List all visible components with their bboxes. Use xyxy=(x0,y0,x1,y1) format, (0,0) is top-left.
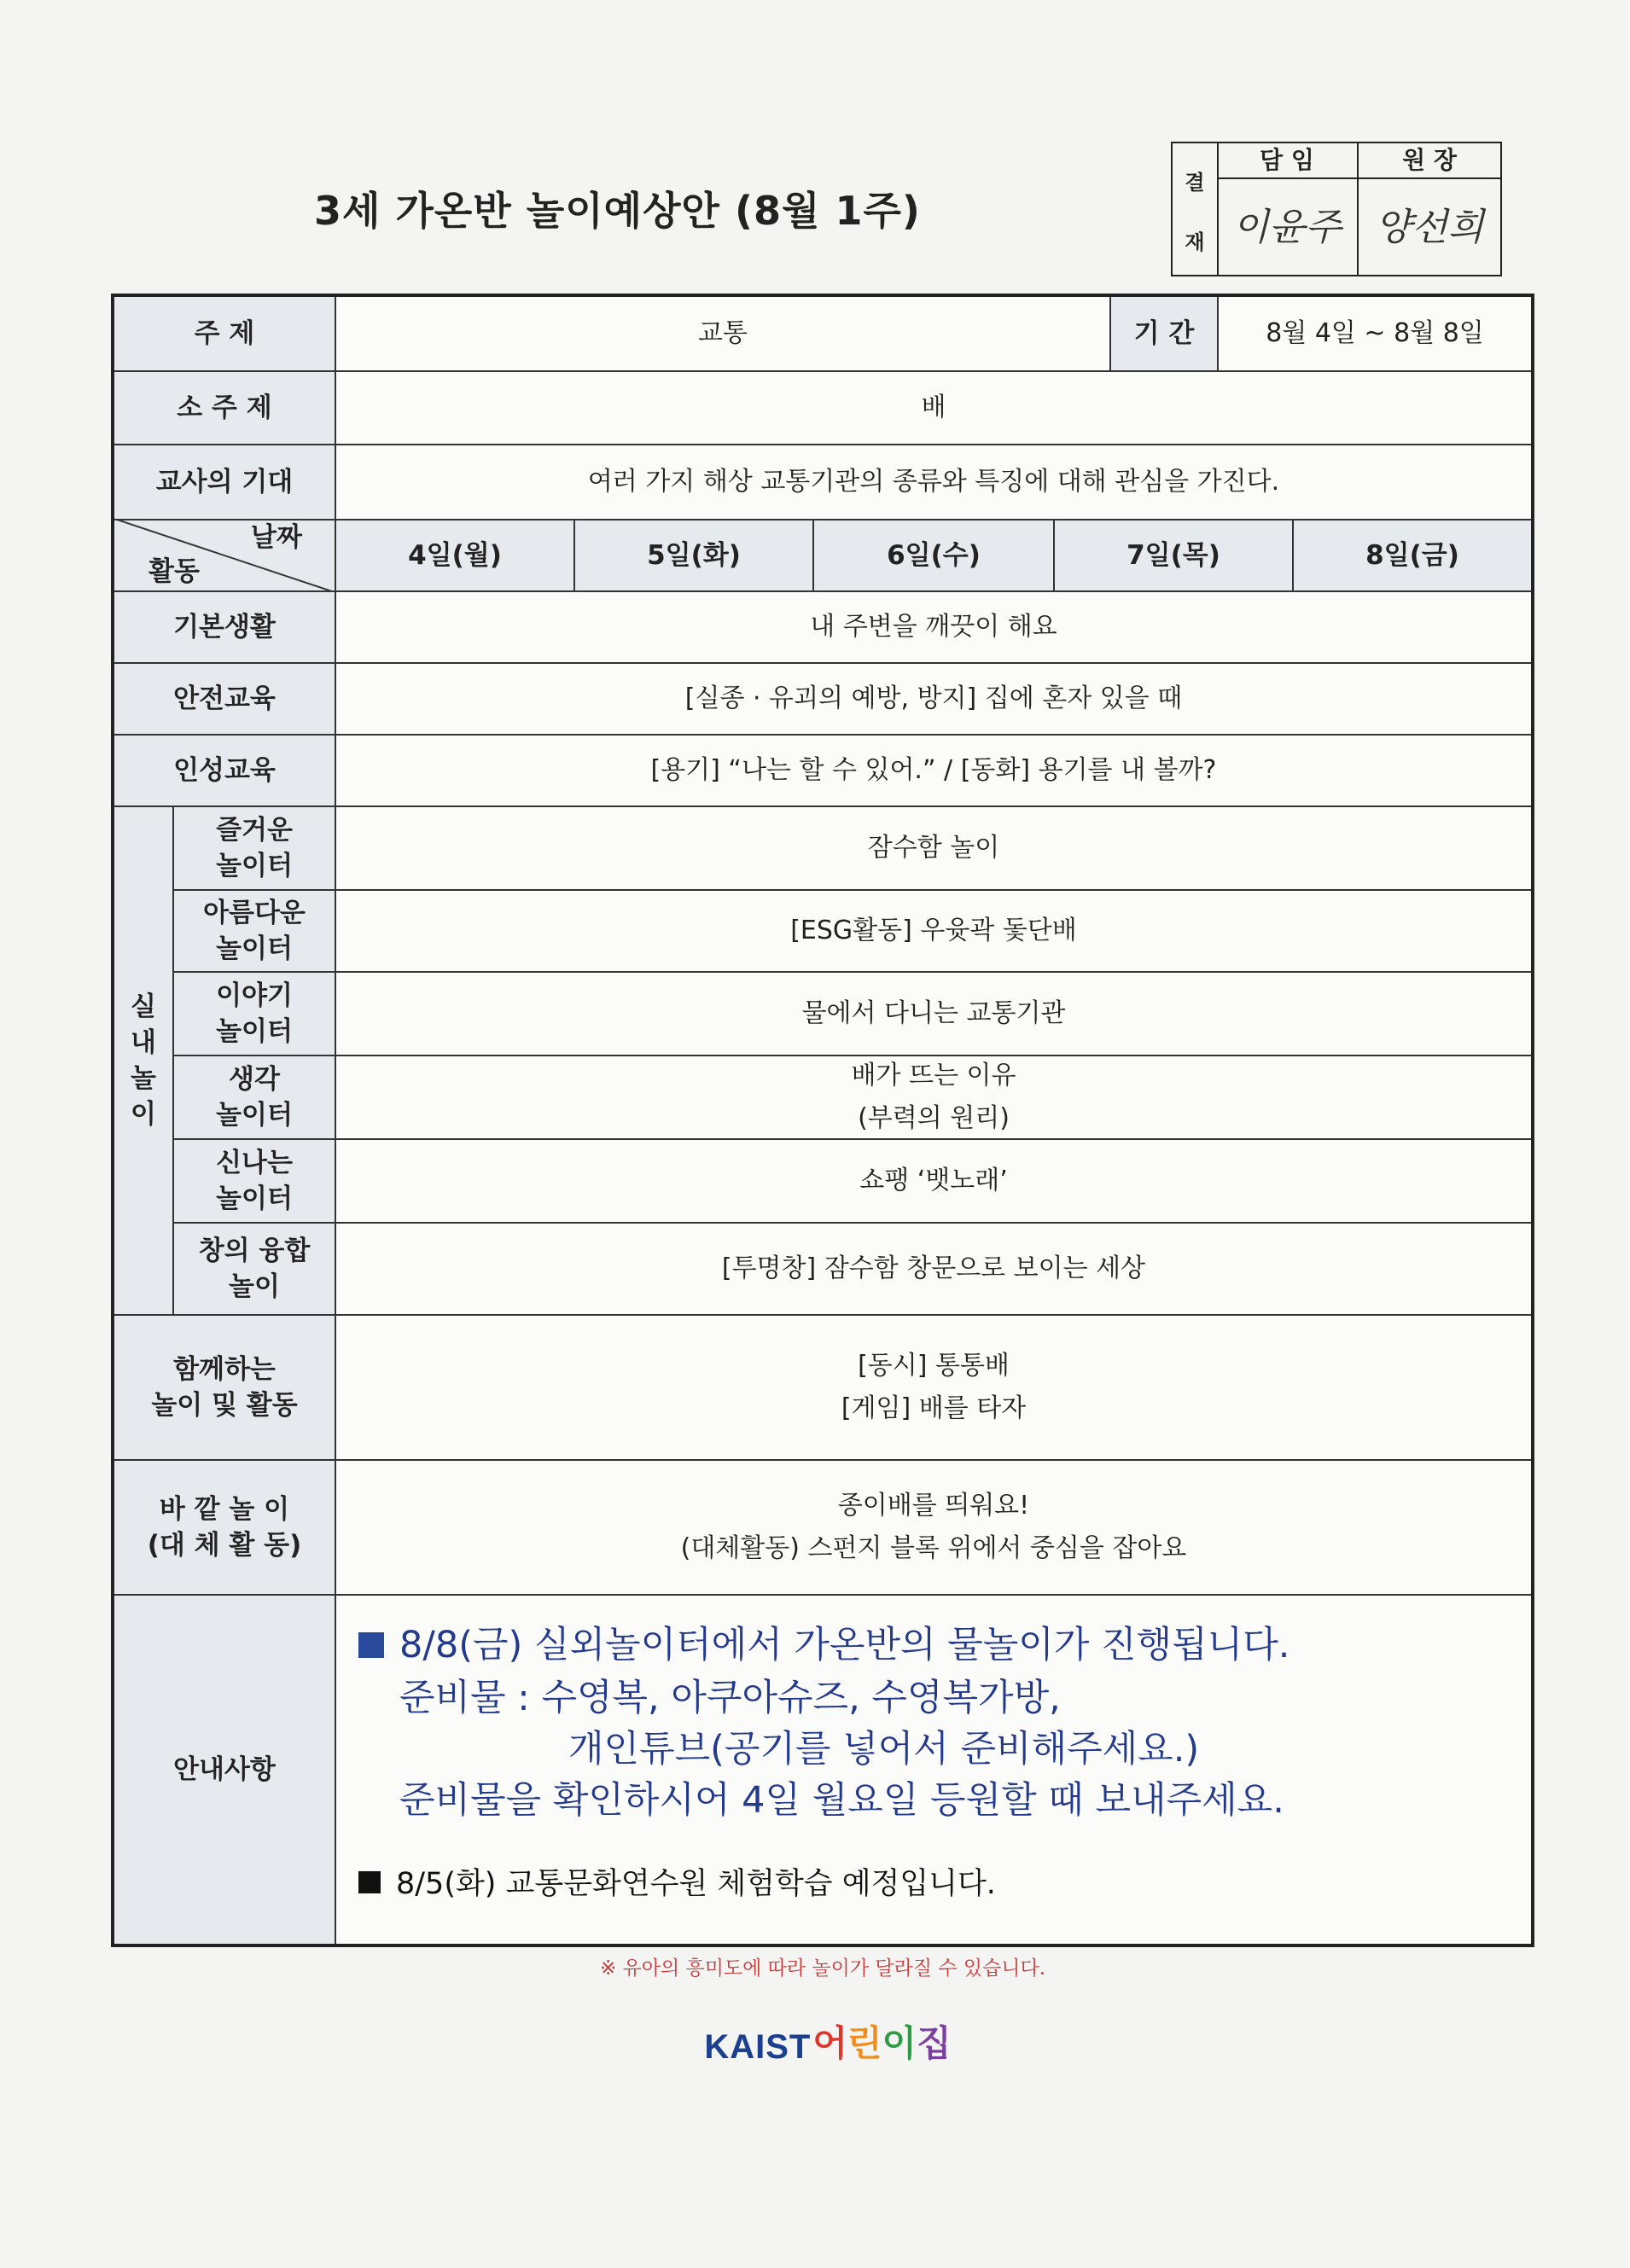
header-activity-label: 활동 xyxy=(148,556,200,587)
logo-letter: 집 xyxy=(917,2022,952,2064)
indoor-item-label: 즐거운 놀이터 xyxy=(216,815,293,881)
day-thu: 7일(목) xyxy=(1126,540,1220,571)
approval-side xyxy=(1173,143,1219,275)
outdoor-label: 바 깥 놀 이 (대 체 활 동) xyxy=(147,1494,302,1561)
blue-square-bullet-icon xyxy=(358,1632,384,1658)
subtopic-value: 배 xyxy=(921,393,946,422)
indoor-item-label: 아름다운 놀이터 xyxy=(203,898,306,964)
indoor-item-content: [투명창] 잠수함 창문으로 보이는 세상 xyxy=(721,1253,1146,1283)
notice-line-1: 8/8(금) 실외놀이터에서 가온반의 물놀이가 진행됩니다. xyxy=(358,1620,1289,1671)
basic-life-label: 기본생활 xyxy=(173,612,276,643)
safety-label: 안전교육 xyxy=(173,683,276,714)
black-square-bullet-icon xyxy=(358,1871,381,1893)
approval-box xyxy=(1171,142,1502,276)
indoor-item-label: 창의 융합 놀이 xyxy=(198,1236,311,1302)
kaist-daycare-logo xyxy=(700,1990,956,2067)
logo-letter: 어 xyxy=(812,2022,847,2064)
footnote: ※ 유아의 흥미도에 따라 놀이가 달라질 수 있습니다. xyxy=(599,1957,1046,1980)
basic-life-value: 내 주변을 깨끗이 해요 xyxy=(810,612,1057,642)
notice-line-5: 8/5(화) 교통문화연수원 체험학습 예정입니다. xyxy=(358,1860,996,1903)
page-title: 3세 가온반 놀이예상안 (8월 1주) xyxy=(314,188,921,234)
period-value: 8월 4일 ~ 8월 8일 xyxy=(1266,318,1484,348)
outdoor-content: 종이배를 띄워요! (대체활동) 스펀지 블록 위에서 중심을 잡아요 xyxy=(680,1491,1187,1563)
day-mon: 4일(월) xyxy=(408,540,502,571)
safety-value: [실종 · 유괴의 예방, 방지] 집에 혼자 있을 때 xyxy=(684,683,1183,713)
subject-label: 주 제 xyxy=(194,318,255,349)
indoor-item-content: 물에서 다니는 교통기관 xyxy=(801,998,1066,1028)
indoor-item-label: 신나는 놀이터 xyxy=(216,1148,293,1214)
indoor-item-content: 잠수함 놀이 xyxy=(867,833,1000,863)
together-content: [동시] 통통배 [게임] 배를 타자 xyxy=(841,1351,1027,1423)
approval-side-bottom: 재 xyxy=(1185,230,1205,254)
header-date-label: 날짜 xyxy=(251,522,302,553)
approval-side-top: 결 xyxy=(1185,171,1205,195)
period-label: 기 간 xyxy=(1133,318,1195,349)
expectation-label: 교사의 기대 xyxy=(155,467,294,497)
indoor-item-content: 쇼팽 ‘뱃노래’ xyxy=(859,1166,1008,1195)
indoor-item-content: [ESG활동] 우윳곽 돛단배 xyxy=(790,916,1077,945)
expectation-value: 여러 가지 해상 교통기관의 종류와 특징에 대해 관심을 가진다. xyxy=(587,467,1280,497)
character-value: [용기] “나는 할 수 있어.” / [동화] 용기를 내 볼까? xyxy=(650,755,1217,785)
director-signature: 양선희 xyxy=(1375,206,1484,249)
together-label: 함께하는 놀이 및 활동 xyxy=(151,1354,298,1421)
logo-kaist-text: KAIST xyxy=(704,2028,812,2066)
indoor-play-label: 실 내 놀 이 xyxy=(131,992,156,1130)
notice-content xyxy=(336,1602,1531,1944)
approval-teacher-header: 담 임 xyxy=(1217,143,1357,179)
notice-label: 안내사항 xyxy=(173,1754,276,1785)
logo-letter: 린 xyxy=(847,2022,882,2064)
indoor-item-label: 이야기 놀이터 xyxy=(216,980,293,1047)
notice-line-4: 준비물을 확인하시어 4일 월요일 등원할 때 보내주세요. xyxy=(399,1779,1284,1822)
logo-letter: 이 xyxy=(882,2022,917,2064)
character-label: 인성교육 xyxy=(173,755,276,786)
day-wed: 6일(수) xyxy=(887,540,981,571)
approval-director-header: 원 장 xyxy=(1359,143,1500,179)
logo-daycare-text xyxy=(812,2015,951,2067)
subject-value: 교통 xyxy=(698,318,748,348)
notice-line-2: 준비물 : 수영복, 아쿠아슈즈, 수영복가방, xyxy=(399,1677,1061,1719)
teacher-signature: 이윤주 xyxy=(1232,206,1342,249)
notice-line-3: 개인튜브(공기를 넣어서 준비해주세요.) xyxy=(568,1728,1200,1771)
subtopic-label: 소 주 제 xyxy=(177,393,272,423)
day-fri: 8일(금) xyxy=(1365,540,1459,571)
plan-table xyxy=(111,294,1534,1947)
indoor-item-label: 생각 놀이터 xyxy=(216,1064,293,1131)
day-tue: 5일(화) xyxy=(647,540,741,571)
indoor-item-content: 배가 뜨는 이유 (부력의 원리) xyxy=(851,1061,1016,1133)
